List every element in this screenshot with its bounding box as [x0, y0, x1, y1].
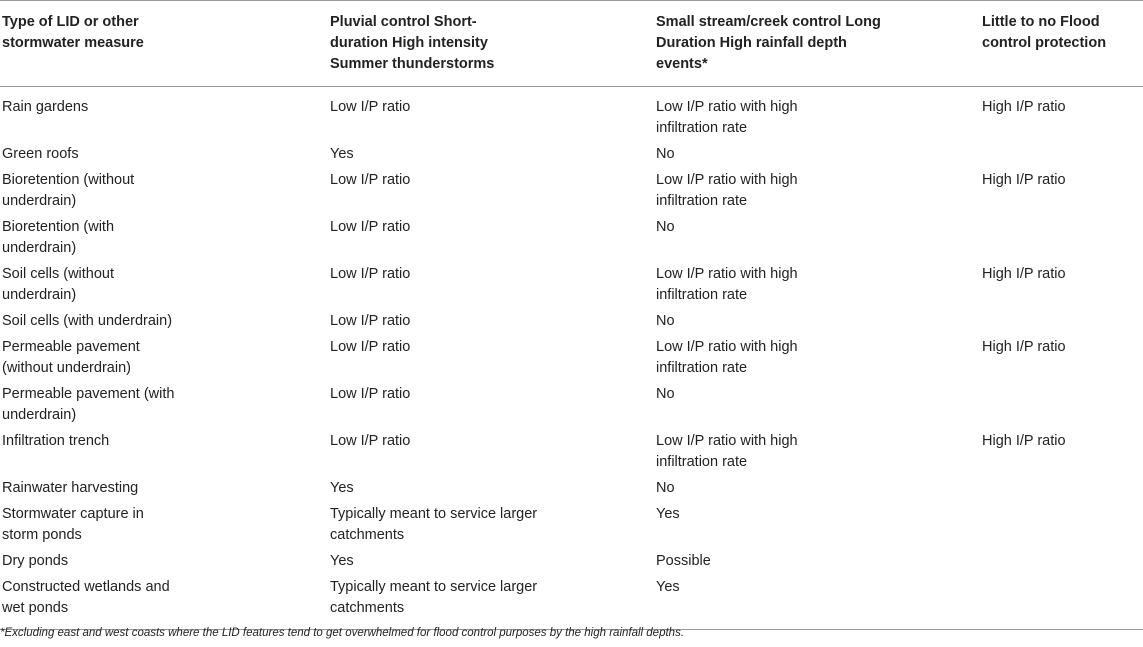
table-cell: Typically meant to service larger catchments — [330, 579, 538, 616]
table-body — [0, 87, 1143, 630]
table-cell: Soil cells (with underdrain) — [2, 313, 173, 329]
table-row — [0, 167, 1143, 214]
table-cell: Infiltration trench — [2, 433, 110, 449]
table-row — [0, 548, 1143, 574]
table-footnote: *Excluding east and west coasts where the LID features tend to get overwhelmed for flood control purposes by the high rainfall depths. — [0, 627, 685, 639]
table-cell — [980, 141, 1143, 167]
table-row — [0, 574, 1143, 630]
table-cell: Soil cells (without underdrain) — [2, 266, 115, 303]
header-pluvial-control: Pluvial control Short-duration High intensity Summer thunderstorms — [330, 14, 495, 72]
table-cell: Low I/P ratio with high infiltration rate — [656, 433, 798, 470]
header-little-flood-control: Little to no Flood control protection — [982, 14, 1107, 51]
table-row — [0, 428, 1143, 475]
table-cell: Rainwater harvesting — [2, 480, 139, 496]
table-cell: Typically meant to service larger catchments — [330, 506, 538, 543]
table-cell: Low I/P ratio — [330, 219, 411, 235]
table-cell: Yes — [656, 579, 680, 595]
table-cell: High I/P ratio — [982, 433, 1066, 449]
table-cell: Low I/P ratio — [330, 386, 411, 402]
table-cell: Low I/P ratio — [330, 339, 411, 355]
table-cell: Low I/P ratio — [330, 99, 411, 115]
header-row — [0, 1, 1143, 87]
table-cell: No — [656, 146, 675, 162]
table-row — [0, 501, 1143, 548]
table-cell: High I/P ratio — [982, 172, 1066, 188]
table-cell: Low I/P ratio with high infiltration rate — [656, 172, 798, 209]
table-cell — [980, 548, 1143, 574]
table-row — [0, 381, 1143, 428]
table-cell: Low I/P ratio with high infiltration rate — [656, 339, 798, 376]
table-cell: No — [656, 480, 675, 496]
table-cell: Possible — [656, 553, 711, 569]
table-cell — [980, 308, 1143, 334]
table-cell: Yes — [330, 146, 354, 162]
table-cell — [980, 475, 1143, 501]
table-header — [0, 1, 1143, 87]
table-cell: No — [656, 313, 675, 329]
table-cell: High I/P ratio — [982, 339, 1066, 355]
table-cell: Yes — [330, 480, 354, 496]
table-cell: Yes — [656, 506, 680, 522]
table-row — [0, 308, 1143, 334]
table-cell: Stormwater capture in storm ponds — [2, 506, 144, 543]
table-cell: Dry ponds — [2, 553, 69, 569]
table-cell: Yes — [330, 553, 354, 569]
header-stream-control: Small stream/creek control Long Duration High rainfall depth events* — [656, 14, 881, 72]
table-row — [0, 87, 1143, 142]
table-cell: No — [656, 386, 675, 402]
table-cell — [980, 574, 1143, 630]
table-cell: Permeable pavement (with underdrain) — [2, 386, 175, 423]
table-cell: Green roofs — [2, 146, 79, 162]
table-cell: Low I/P ratio — [330, 313, 411, 329]
table-cell: Bioretention (with underdrain) — [2, 219, 115, 256]
table-cell: Low I/P ratio with high infiltration rate — [656, 266, 798, 303]
table-cell — [980, 501, 1143, 548]
table-row — [0, 475, 1143, 501]
table-cell: High I/P ratio — [982, 266, 1066, 282]
table-cell: Low I/P ratio — [330, 433, 411, 449]
table-cell: No — [656, 219, 675, 235]
table-cell: Rain gardens — [2, 99, 89, 115]
table-row — [0, 214, 1143, 261]
table-row — [0, 334, 1143, 381]
table-cell: Low I/P ratio — [330, 266, 411, 282]
header-measure-type: Type of LID or other stormwater measure — [2, 14, 144, 51]
table-cell: Low I/P ratio with high infiltration rate — [656, 99, 798, 136]
table-cell: Bioretention (without underdrain) — [2, 172, 135, 209]
table-cell: Low I/P ratio — [330, 172, 411, 188]
table-cell — [980, 214, 1143, 261]
table-row — [0, 261, 1143, 308]
table-cell: High I/P ratio — [982, 99, 1066, 115]
table-cell: Permeable pavement (without underdrain) — [2, 339, 140, 376]
table-cell: Constructed wetlands and wet ponds — [2, 579, 170, 616]
table-cell — [980, 381, 1143, 428]
table-row — [0, 141, 1143, 167]
